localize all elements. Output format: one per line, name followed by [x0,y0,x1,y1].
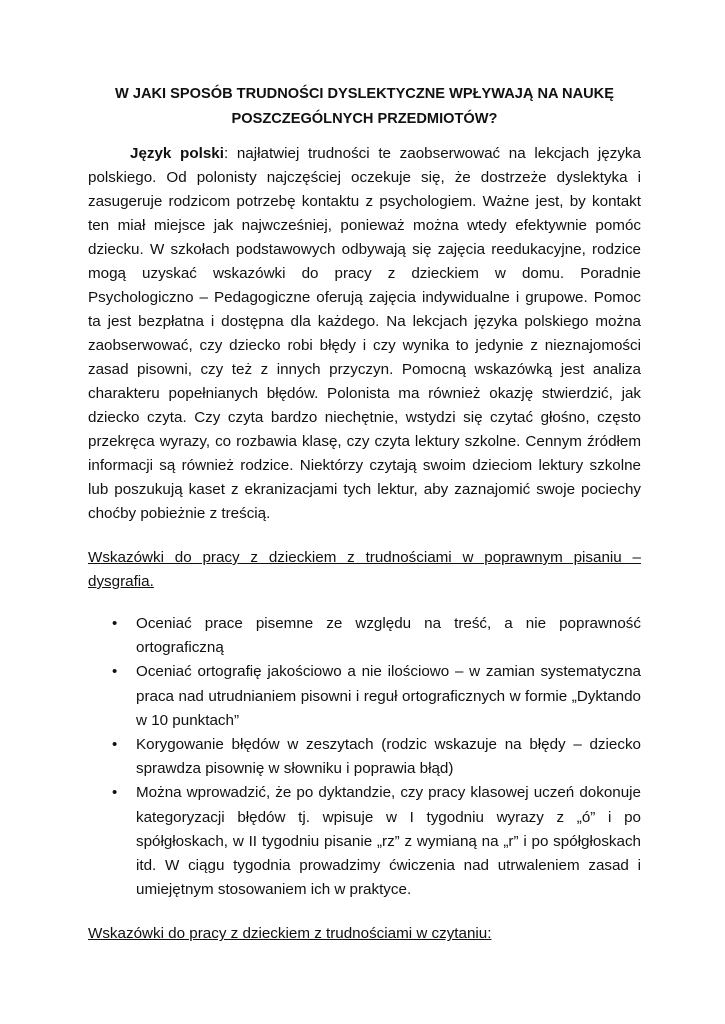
paragraph-polish-language [88,142,641,526]
list-item-text: Oceniać prace pisemne ze względu na treść, a nie poprawność ortograficzną [136,615,641,657]
section-heading-reading: Wskazówki do pracy z dzieckiem z trudnościami w czytaniu: [88,925,492,943]
section-heading-dysgraphia: Wskazówki do pracy z dzieckiem z trudnościami w poprawnym pisaniu – dysgrafia. [88,549,641,590]
title-line-2: POSZCZEGÓLNYCH PRZEDMIOTÓW? [231,111,498,127]
paragraph-label: Język polski [130,145,224,162]
paragraph-text: : najłatwiej trudności te zaobserwować na lekcjach języka polskiego. Od polonisty najczęściej oczekuje się, że dostrzeże dyslektyka i zasugeruje rodzicom potrzebę kontaktu z psychologiem. Ważne jest, by kontakt ten miał miejsce jak najwcześniej, ponieważ można wtedy efektywnie pomóc dziecku. W szkołach podstawowych odbywają się zajęcia reedukacyjne, rodzice mogą uzyskać wskazówki do pracy z dzieckiem w domu. Poradnie Psychologiczno – Pedagogiczne oferują zajęcia indywidualne i grupowe. Pomoc ta jest bezpłatna i dostępna dla każdego. Na lekcjach języka polskiego można zaobserwować, czy dziecko robi błędy i czy wynika to jedynie z nieznajomości zasad pisowni, czy też z innych przyczyn. Pomocną wskazówką jest analiza charakteru popełnianych błędów. Polonista ma również okazję stwierdzić, jak dziecko czyta. Czy czyta bardzo niechętnie, wstydzi się czytać głośno, często przekręca wyrazy, co rozbawia klasę, czy czyta lektury szkolne. Cennym źródłem informacji są również rodzice. Niektórzy czytają swoim dzieciom lektury szkolne lub poszukują kaset z ekranizacjami tych lektur, aby zaznajomić swoje pociechy choćby pobieżnie z treścią. [88,145,641,522]
list-item [112,733,641,781]
bullet-icon: • [112,784,118,802]
bullet-icon: • [112,736,118,754]
list-item [112,660,641,733]
list-item-text: Można wprowadzić, że po dyktandzie, czy pracy klasowej uczeń dokonuje kategoryzacji błędów tj. wpisuje w I tygodniu wyrazy z „ó” i po spółgłoskach, w II tygodniu pisanie „rz” z wymianą na „r” i po spółgłoskach itd. W ciągu tygodnia prowadzimy ćwiczenia nad utrwaleniem zasad i umiejętnym stosowaniem ich w praktyce. [136,784,641,899]
bullet-list-dysgraphia [88,612,641,902]
title-line-1: W JAKI SPOSÓB TRUDNOŚCI DYSLEKTYCZNE WPŁYWAJĄ NA NAUKĘ [115,86,614,102]
document-title [88,82,641,132]
bullet-icon: • [112,663,118,681]
bullet-icon: • [112,615,118,632]
list-item-text: Oceniać ortografię jakościowo a nie ilościowo – w zamian systematyczna praca nad utrudnianiem pisowni i reguł ortograficznych w formie „Dyktando w 10 punktach” [136,663,641,729]
list-item [112,781,641,902]
list-item [112,612,641,660]
list-item-text: Korygowanie błędów w zeszytach (rodzic wskazuje na błędy – dziecko sprawdza pisownię w słowniku i poprawia błąd) [136,736,641,778]
